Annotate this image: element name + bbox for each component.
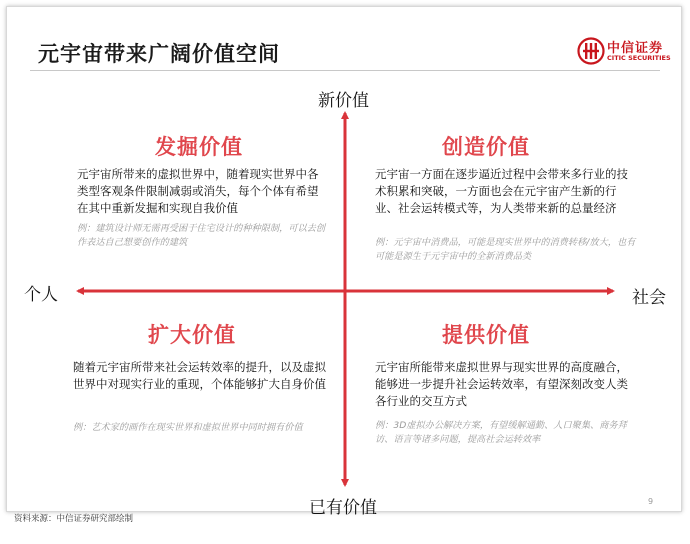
axis-label-left: 个人 <box>24 285 58 305</box>
axis-label-right: 社会 <box>632 288 666 308</box>
quadrant-body-create: 元宇宙一方面在逐步逼近过程中会带来多行业的技术积累和突破，一方面也会在元宇宙产生新的行业、社会运转模式等，为人类带来新的总量经济 <box>375 167 628 215</box>
quadrant-body-provide: 元宇宙所能带来虚拟世界与现实世界的高度融合，能够进一步提升社会运转效率，有望深刻改变人类各行业的交互方式 <box>375 360 628 408</box>
logo-text-en: CITIC SECURITIES <box>607 54 671 62</box>
axis-label-top: 新价值 <box>318 91 369 111</box>
quadrant-example-create: 例：元宇宙中消费品，可能是现实世界中的消费转移/放大，也有可能是源生于元宇宙中的全新消费品类 <box>375 237 636 262</box>
page-title: 元宇宙带来广阔价值空间 <box>38 42 280 66</box>
quadrant-example-provide: 例：3D虚拟办公解决方案，有望缓解通勤、人口聚集、商务拜访、语言等诸多问题，提高社会运转效率 <box>375 420 627 445</box>
quadrant-title-expand: 扩大价值 <box>148 323 236 347</box>
page-number: 9 <box>648 497 654 506</box>
source-note: 资料来源：中信证券研究部绘制 <box>14 514 134 524</box>
quadrant-example-expand: 例：艺术家的画作在现实世界和虚拟世界中同时拥有价值 <box>73 422 303 433</box>
axis-label-bottom: 已有价值 <box>309 498 377 518</box>
quadrant-title-provide: 提供价值 <box>442 323 530 347</box>
quadrant-body-discover: 元宇宙所带来的虚拟世界中，随着现实世界中各类型客观条件限制减弱或消失，每个个体有希望在其中重新发掘和实现自我价值 <box>77 167 319 215</box>
quadrant-title-discover: 发掘价值 <box>155 135 243 159</box>
quadrant-title-create: 创造价值 <box>442 135 530 159</box>
quadrant-body-expand: 随着元宇宙所带来社会运转效率的提升，以及虚拟世界中对现实行业的重现，个体能够扩大自身价值 <box>73 360 326 391</box>
quadrant-example-discover: 例：建筑设计师无需再受困于住宅设计的种种限制，可以去创作表达自己想要创作的建筑 <box>77 223 326 248</box>
logo-text-cn: 中信证券 <box>607 41 664 56</box>
